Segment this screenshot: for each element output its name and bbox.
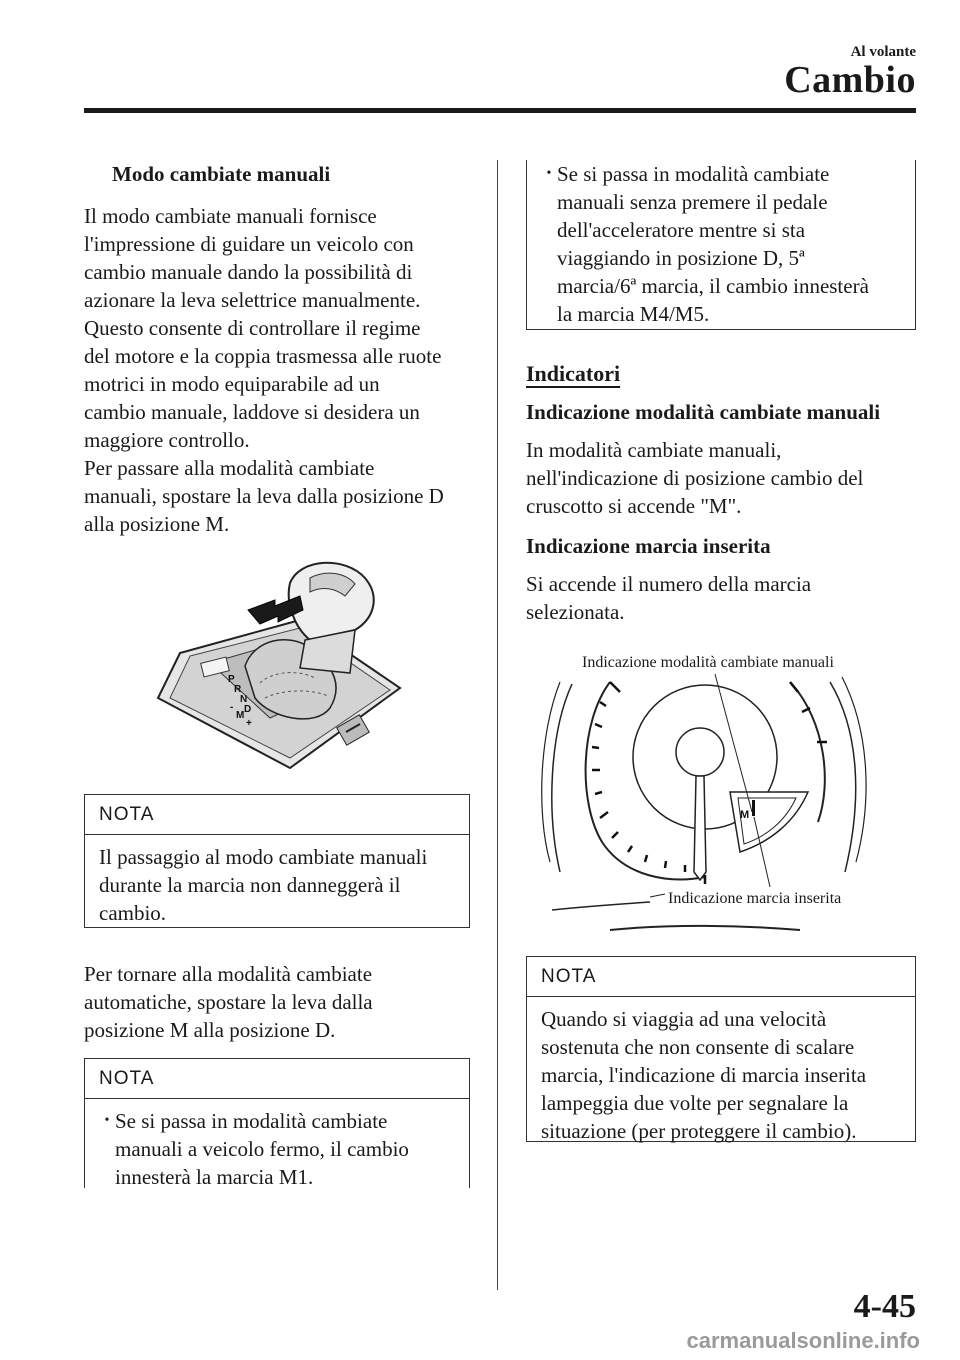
lever-letter-n: N <box>240 694 248 705</box>
note-title: NOTA <box>527 957 915 997</box>
note-bullet-text: Se si passa in modalità cambiate manuali senza premere il pedale dell'acceleratore mentre si sta viaggiando in posizione D, 5ª marcia/6ª marcia, il cambio innesterà la marcia M4/M5. <box>557 162 869 326</box>
watermark: carmanualsonline.info <box>686 1328 920 1353</box>
note-bullet-text: Se si passa in modalità cambiate manuali a veicolo fermo, il cambio innesterà la marcia M1. <box>115 1109 409 1189</box>
diagram-label-manual-mode: Indicazione modalità cambiate manuali <box>582 654 834 671</box>
diagram-m-indicator: M <box>740 809 750 821</box>
note-bullet <box>541 160 901 328</box>
note-body: Il passaggio al modo cambiate manuali durante la marcia non danneggerà il cambio. <box>99 845 428 925</box>
indicatori-heading: Indicatori <box>526 361 621 386</box>
header-rule <box>84 108 916 113</box>
note-body: Quando si viaggia ad una velocità sostenuta che non consente di scalare marcia, l'indicazione di marcia inserita lampeggia due volte per segnalare la situazione (per proteggere il cambio). <box>541 1007 867 1143</box>
dial-ticks <box>592 682 827 884</box>
lever-letter-plus: + <box>246 718 252 729</box>
lever-letter-r: R <box>234 684 242 695</box>
sub1-block <box>526 398 916 520</box>
note-box-2 <box>84 1058 470 1188</box>
chapter-title: Cambio <box>784 59 916 101</box>
note-body <box>527 160 915 340</box>
return-paragraph: Per tornare alla modalità cambiate automatiche, spostare la leva dalla posizione M alla posizione D. <box>84 962 373 1042</box>
lever-letter-d: D <box>244 704 252 715</box>
lever-letter-m: M <box>236 710 245 721</box>
left-column <box>84 160 470 188</box>
note-title: NOTA <box>85 795 469 835</box>
bullet-icon: • <box>546 166 552 181</box>
intro-paragraph-block <box>84 202 470 538</box>
gear-indicator-text: Si accende il numero della marcia selezionata. <box>526 572 812 624</box>
note-title: NOTA <box>85 1059 469 1099</box>
indicatori-block <box>526 360 916 388</box>
note-body <box>85 1099 469 1203</box>
section-label: Al volante <box>850 44 916 60</box>
gear-digit-indicator <box>752 800 755 816</box>
note-box-continued <box>526 160 916 330</box>
instrument-cluster-diagram <box>540 672 870 934</box>
lever-letter-minus: - <box>230 702 234 713</box>
intro-paragraph: Il modo cambiate manuali fornisce l'impressione di guidare un veicolo con cambio manuale dando la possibilità di azionare la leva selettrice manualmente. Questo consente di controllare il regime del motore e la coppia trasmessa alle ruote motrici in modo equiparabile ad un cambio manuale, laddove si desidera un maggiore controllo. Per passare alla modalità cambiate manuali, spostare la leva dalla posizione D alla posizione M. <box>84 204 444 536</box>
sub2-block <box>526 532 916 626</box>
page-number: 4-45 <box>853 1288 916 1325</box>
note-bullet <box>99 1107 455 1191</box>
diagram-label-gear: Indicazione marcia inserita <box>668 890 842 907</box>
gear-lever-illustration <box>150 548 430 778</box>
column-divider <box>497 160 498 1290</box>
return-paragraph-block <box>84 960 470 1044</box>
bullet-icon: • <box>104 1113 110 1128</box>
lever-letter-p: P <box>228 674 235 685</box>
manual-mode-heading: Indicazione modalità cambiate manuali <box>526 400 881 424</box>
gear-indicator-heading: Indicazione marcia inserita <box>526 534 771 558</box>
manual-mode-text: In modalità cambiate manuali, nell'indicazione di posizione cambio del cruscotto si accende "M". <box>526 438 864 518</box>
section-heading: Modo cambiate manuali <box>112 162 331 186</box>
note-box-3 <box>526 956 916 1142</box>
note-box-1 <box>84 794 470 928</box>
